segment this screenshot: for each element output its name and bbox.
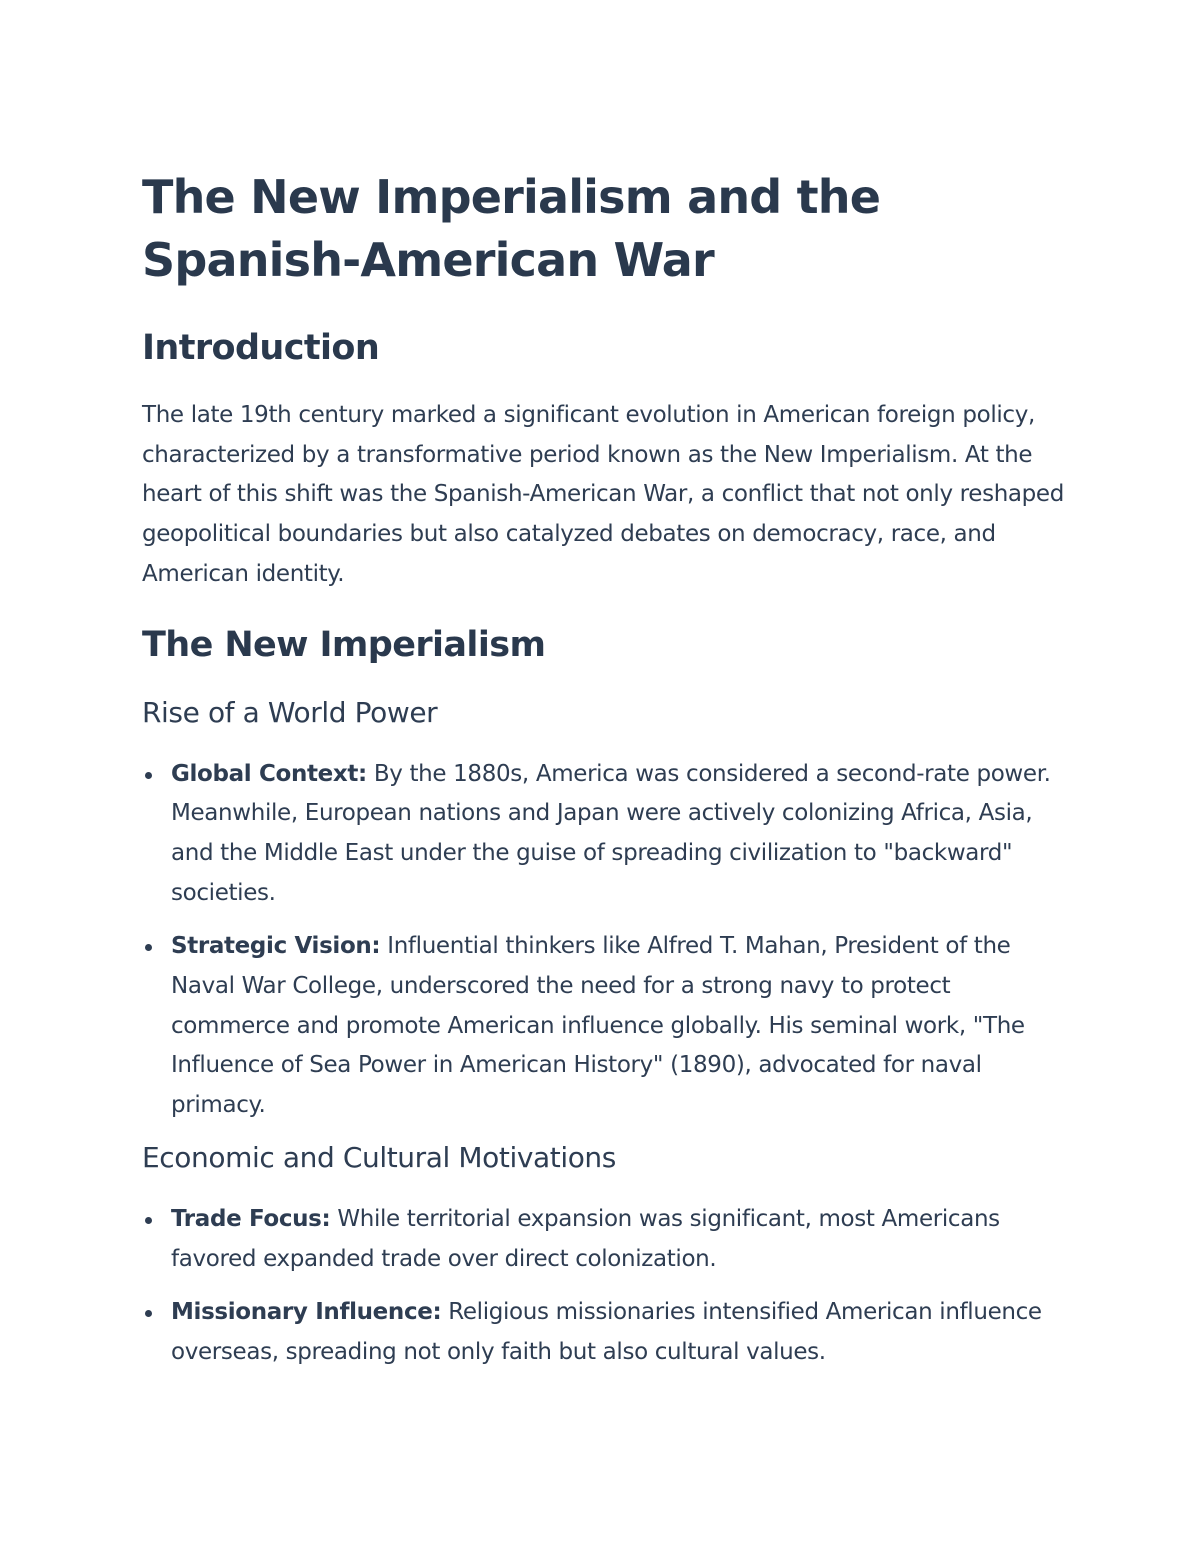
bullet-icon [145, 1217, 152, 1224]
list-item-text: By the 1880s, America was considered a second-rate power. Meanwhile, European nations and Japan were actively colonizing Africa, Asia, and the Middle East under the guise of spreading civilization to "backward" societies. [171, 760, 1051, 906]
list-item-text: Religious missionaries intensified American influence overseas, spreading not only faith but also cultural values. [171, 1299, 1042, 1365]
list-item-term: Missionary Influence: [171, 1299, 442, 1326]
bullet-icon [145, 772, 152, 779]
list-item-term: Trade Focus: [171, 1205, 331, 1232]
introduction-paragraph: The late 19th century marked a significant evolution in American foreign policy, characterized by a transformative period known as the New Imperialism. At the heart of this shift was the Spanish-American War, a conflict that not only reshaped geopolitical boundaries but also catalyzed debates on democracy, race, and American identity. [142, 402, 1064, 587]
list-item [142, 927, 1070, 1126]
document-title: The New Imperialism and the Spanish-American War [142, 170, 881, 287]
rise-bullet-list [142, 755, 1070, 1126]
bullet-icon [145, 944, 152, 951]
list-item-term: Global Context: [171, 760, 367, 787]
new-imperialism-heading: The New Imperialism [142, 624, 546, 665]
list-item [142, 755, 1070, 914]
list-item-text: Influential thinkers like Alfred T. Mahan, President of the Naval War College, underscored the need for a strong navy to protect commerce and promote American influence globally. His seminal work, "The Influence of Sea Power in American History" (1890), advocated for naval primacy. [171, 933, 1025, 1119]
list-item-term: Strategic Vision: [171, 933, 381, 960]
list-item [142, 1200, 1070, 1279]
rise-of-world-power-heading: Rise of a World Power [142, 695, 438, 729]
economic-cultural-heading: Economic and Cultural Motivations [142, 1140, 616, 1174]
bullet-icon [145, 1310, 152, 1317]
list-item [142, 1293, 1070, 1372]
economic-bullet-list [142, 1200, 1070, 1373]
introduction-heading: Introduction [142, 328, 380, 368]
list-item-text: While territorial expansion was significant, most Americans favored expanded trade over direct colonization. [171, 1205, 1000, 1272]
